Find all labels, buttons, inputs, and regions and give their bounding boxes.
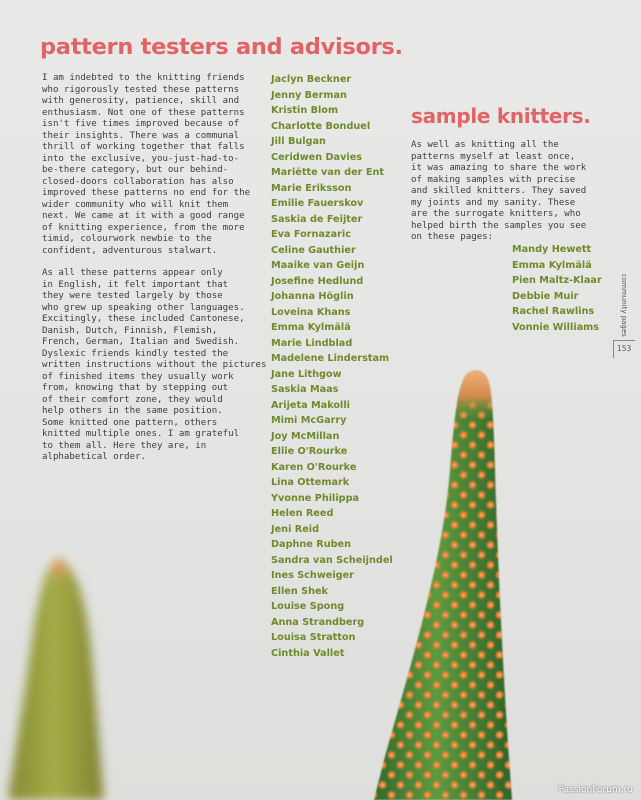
tester-name: Mimi McGarry — [271, 415, 347, 426]
tester-name: Yvonne Philippa — [271, 492, 360, 504]
tester-name: Louise Spong — [271, 601, 345, 612]
tester-name: Ellen Shek — [271, 585, 328, 597]
testers-name-list — [271, 72, 393, 661]
tester-name: Joy McMillan — [271, 430, 340, 442]
tester-name: Saskia de Feijter — [271, 213, 363, 225]
sample-knitters-heading: sample knitters. — [411, 104, 591, 128]
tester-name: Charlotte Bonduel — [271, 120, 371, 132]
tester-name: Karen O'Rourke — [271, 461, 357, 473]
tester-name: Jill Bulgan — [271, 136, 326, 147]
tester-name: Johanna Höglin — [271, 291, 354, 302]
watermark: PassionForum.ru — [558, 785, 633, 795]
tester-name: Emma Kylmälä — [271, 322, 351, 333]
sample-knitter-name: Rachel Rawlins — [512, 306, 595, 318]
tester-name: Marie Eriksson — [271, 182, 352, 194]
tester-name: Jenny Berman — [271, 89, 347, 101]
sample-knitter-name: Mandy Hewett — [512, 244, 592, 255]
tester-name: Celine Gauthier — [271, 244, 356, 256]
sample-knitters-paragraph: As well as knitting all the patterns myself at least once, it was amazing to share the work of making samples with precise and skilled knitters. They saved my joints and my sanity. These are the surrogate knitters, who helped birth the samples you see on these pages: — [411, 140, 587, 242]
tester-name: Eva Fornazaric — [271, 229, 351, 240]
page-number-rule — [613, 340, 635, 341]
tester-name: Louisa Stratton — [271, 632, 356, 643]
page-number-rule-vertical — [613, 340, 614, 358]
tester-name: Arijeta Makolli — [271, 399, 351, 411]
tester-name: Saskia Maas — [271, 384, 339, 395]
tester-name: Marie Lindblad — [271, 337, 353, 349]
tester-name: Jane Lithgow — [271, 368, 342, 380]
tester-name: Josefine Hedlund — [271, 275, 364, 287]
testers-paragraph-1: I am indebted to the knitting friends who rigorously tested these patterns with generosity, patience, skill and enthusiasm. Not one of these patterns isn't five times improved because of their insights. There was a communal thrill of working together that falls into the exclusive, you-just-had-to- be-there category, but our behind- closed-doors collaboration has also improved these patterns no end for the wider community who will knit them next. We came at it with a good range of knitting experience, from the more timid, colourwork newbie to the confident, adventurous stalwart. — [42, 73, 251, 256]
tester-name: Ines Schweiger — [271, 570, 354, 581]
tester-name: Anna Strandberg — [271, 616, 365, 628]
tester-name: Jaclyn Beckner — [271, 74, 352, 85]
tester-name: Ellie O'Rourke — [271, 446, 348, 457]
tester-name: Lina Ottemark — [271, 477, 350, 488]
sample-knitter-name: Vonnie Williams — [512, 321, 600, 333]
tester-name: Cinthia Vallet — [271, 647, 345, 659]
tester-name: Daphne Ruben — [271, 539, 352, 550]
sample-knitters-name-list — [512, 242, 602, 336]
tester-name: Jeni Reid — [271, 523, 320, 535]
testers-paragraph-2: As all these patterns appear only in English, it felt important that they were tested largely by those who grew up speaking other languages. Excitingly, these included Cantonese, Danish, Dutch, Finnish, Flemish, French, German, Italian and Swedish. Dyslexic friends kindly tested the written instructions without the pictures of finished items they usually work from, knowing that by stepping out of their comfort zone, they would help others in the same position. Some knitted one pattern, others knitted multiple ones. I am grateful to them all. Here they are, in alphabetical order. — [42, 268, 267, 462]
tester-name: Helen Reed — [271, 508, 334, 519]
tester-name: Loveina Khans — [271, 306, 351, 318]
tester-name: Sandra van Scheijndel — [271, 554, 393, 566]
sample-knitter-name: Debbie Muir — [512, 290, 579, 302]
tester-name: Mariëtte van der Ent — [271, 167, 384, 178]
sample-knitter-name: Pien Maltz-Klaar — [512, 275, 602, 287]
tester-name: Kristin Blom — [271, 105, 339, 116]
tester-name: Ceridwen Davies — [271, 151, 363, 163]
tester-name: Maaike van Geijn — [271, 260, 365, 271]
testers-heading: pattern testers and advisors. — [40, 34, 403, 60]
tester-name: Madelene Linderstam — [271, 353, 390, 364]
section-label: community pages — [620, 274, 628, 337]
tester-name: Emilie Fauerskov — [271, 198, 364, 209]
page-number: 153 — [617, 344, 632, 353]
sample-knitter-name: Emma Kylmälä — [512, 259, 592, 271]
